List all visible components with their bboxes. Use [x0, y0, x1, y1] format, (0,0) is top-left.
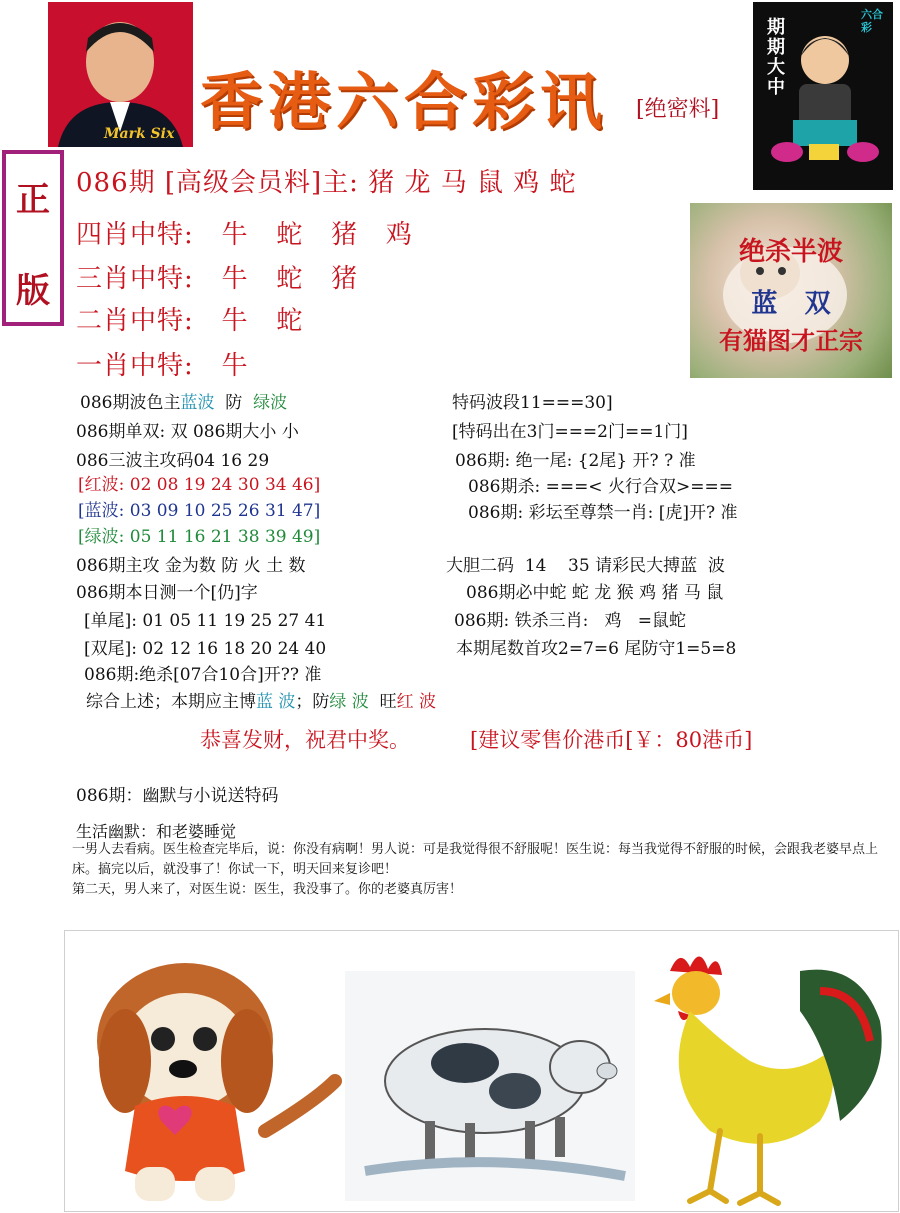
iron-line: 086期: 铁杀三肖: 鸡 =鼠蛇 — [454, 611, 686, 631]
blue-wave-line: [蓝波: 03 09 10 25 26 31 47] — [78, 501, 321, 521]
price-text: [建议零售价港币[￥：80港币] — [470, 728, 753, 752]
dog-icon — [65, 931, 355, 1211]
wave-line — [80, 388, 287, 413]
double-tail-line: [双尾]: 02 12 16 18 20 24 40 — [84, 639, 327, 659]
title-note: [绝密料] — [636, 97, 720, 122]
summary-blue: 蓝 波 — [256, 692, 296, 712]
cat-box — [690, 203, 892, 378]
wishes-text: 恭喜发财，祝君中奖。 — [200, 728, 410, 752]
one-zodiac: 一肖中特: 牛 — [76, 351, 249, 381]
single-tail-line: [单尾]: 01 05 11 19 25 27 41 — [84, 611, 327, 631]
wave-green: 绿波 — [253, 393, 288, 413]
wave-prefix: 086期波色主 — [80, 393, 181, 413]
header-right-poster — [753, 2, 893, 190]
kill-line: 086期:绝杀[07合10合]开?? 准 — [84, 665, 322, 685]
rooster-icon — [630, 931, 900, 1211]
range-line: 特码波段11===30] — [452, 393, 613, 413]
story-subtitle: 生活幽默：和老婆睡觉 — [76, 822, 237, 841]
summary-line — [86, 687, 436, 712]
attack-line: 086三波主攻码04 16 29 — [76, 451, 270, 471]
green-wave-line: [绿波: 05 11 16 21 38 39 49] — [78, 527, 321, 547]
four-zodiac: 四肖中特: 牛 蛇 猪 鸡 — [76, 220, 413, 250]
summary-red: 红 波 — [396, 692, 437, 712]
story-heading: 086期：幽默与小说送特码 — [76, 786, 279, 806]
tail-line: 086期: 绝一尾: {2尾} 开? ? 准 — [455, 451, 696, 471]
cat-line-3: 有猫图才正宗 — [719, 326, 863, 355]
kill-right-line: 086期杀: ===< 火行合双>=== — [468, 477, 733, 497]
altar-line: 086期: 彩坛至尊禁一肖: [虎]开? 准 — [468, 503, 738, 523]
wave-mid: 防 — [214, 393, 254, 413]
pig-icon — [345, 971, 635, 1201]
summary-mid2: 旺 — [368, 692, 397, 712]
bold-two-line: 大胆二码 14 35 请彩民大搏蓝 波 — [446, 556, 725, 576]
poster-corner-text: 六合彩 — [861, 8, 883, 34]
three-zodiac: 三肖中特: 牛 蛇 猪 — [76, 264, 359, 294]
must-line: 086期必中蛇 蛇 龙 猴 鸡 猪 马 鼠 — [466, 583, 724, 603]
story-paragraph-2: 第二天，男人来了，对医生说：医生，我没事了。你的老婆真厉害！ — [72, 882, 463, 897]
element-line: 086期主攻 金为数 防 火 土 数 — [76, 556, 306, 576]
edition-char-2: 版 — [16, 271, 50, 311]
cat-line-1: 绝杀半波 — [738, 237, 843, 267]
page-title: 香港六合彩讯 — [200, 65, 609, 138]
summary-mid: ；防 — [295, 692, 330, 712]
mark-six-logo: Mark Six — [104, 126, 175, 142]
two-zodiac: 二肖中特: 牛 蛇 — [76, 306, 304, 336]
summary-prefix: 综合上述；本期应主博 — [86, 692, 256, 712]
red-wave-line: [红波: 02 08 19 24 30 34 46] — [78, 475, 321, 495]
header-left-photo — [48, 2, 193, 147]
tail-num-line: 本期尾数首攻2=7=6 尾防守1=5=8 — [456, 639, 737, 659]
story-body — [72, 840, 892, 900]
word-line: 086期本日测一个[仍]字 — [76, 583, 258, 603]
poster-text: 期期大中 — [767, 17, 785, 98]
edition-box — [2, 150, 64, 326]
story-paragraph-1: 一男人去看病。医生检查完毕后，说：你没有病啊！男人说：可是我觉得很不舒服呢！医生说：每当我觉得不舒服的时候，会跟我老婆早点上床。搞完以后，就没事了！你试一下，明天回来复诊吧！ — [72, 842, 879, 877]
cat-line-2: 蓝 双 — [751, 289, 831, 319]
doors-line: [特码出在3门===2门==1门] — [452, 422, 688, 442]
edition-char-1: 正 — [16, 180, 50, 220]
summary-green: 绿 波 — [329, 692, 369, 712]
member-line: 086期 [高级会员料]主: 猪 龙 马 鼠 鸡 蛇 — [76, 168, 577, 198]
odd-even-line: 086期单双: 双 086期大小 小 — [76, 422, 299, 442]
wave-blue: 蓝波 — [180, 393, 215, 413]
zodiac-images — [64, 930, 899, 1212]
